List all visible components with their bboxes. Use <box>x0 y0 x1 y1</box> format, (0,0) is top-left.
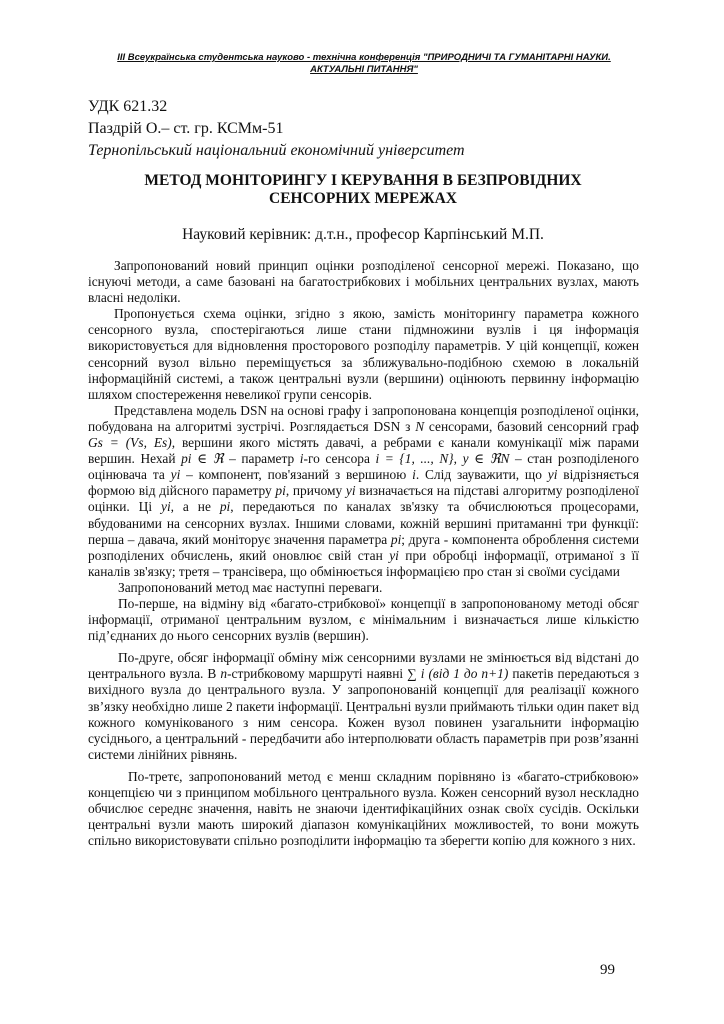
paragraph-7: По-третє, запропонований метод є менш складним порівняно із «багато-стрибковою» концепцією чи з принципом мобільного центрального вузла. Кожен сенсорний вузол нескладно обчислює середнє значення, навіть не знаючи ідентифікаційних ознак своїх сусідів. Оскільки центральні вузли мають широкий діапазон комунікаційних можливостей, то вони можуть спільно використовувати спільно розподілити інформацію та зберегти копію для кожного з них. <box>88 768 639 849</box>
formula-sum: ∑ i (від 1 до n+1) <box>407 666 509 682</box>
paper-title-line-2: СЕНСОРНИХ МЕРЕЖАХ <box>269 190 457 207</box>
paragraph-5: По-перше, на відміну від «багато-стрибкової» концепції в запропонованому методі обсяг інформації, отриманої центральним вузлом, є мінімальним і визначається лише кількістю під’єднаних до нього сенсорних вузлів (вершин). <box>88 595 639 644</box>
affiliation: Тернопільський національний економічний університет <box>88 142 465 159</box>
conference-header-line-2: АКТУАЛЬНІ ПИТАННЯ" <box>310 64 418 75</box>
paragraph-1: Запропонований новий принцип оцінки розподіленої сенсорної мережі. Показано, що існуючі методи, а саме базовані на багатострибкових і мобільних центральних вузлах, мають власні недоліки. <box>88 258 639 306</box>
paper-body <box>88 258 639 849</box>
article-meta <box>88 96 465 162</box>
paragraph-4: Запропонований метод має наступні переваги. <box>118 579 383 595</box>
formula-y: y ∈ ℜN <box>462 451 510 467</box>
page-number: 99 <box>600 962 615 978</box>
formula-graph: Gs = (Vs, Es) <box>88 435 172 451</box>
conference-header <box>80 52 648 76</box>
formula-iset: i = {1, ..., N} <box>375 451 454 467</box>
udc-code: УДК 621.32 <box>88 98 168 115</box>
conference-header-line-1: ІІІ Всеукраїнська студентська науково - технічна конференція "ПРИРОДНИЧІ ТА ГУМАНІТАРНІ НАУКИ. <box>117 52 611 63</box>
formula-pi: pi ∈ ℜ <box>181 451 224 467</box>
author-line: Паздрій О.– ст. гр. КСМм-51 <box>88 120 284 137</box>
formula-n: N <box>415 418 425 434</box>
formula-n-hop: n <box>220 666 228 682</box>
paragraph-2: Пропонується схема оцінки, згідно з якою, замість моніторингу параметра кожного сенсорного вузла, спостерігаються лише стани підмножини вузлів і ця інформація використовується для відновлення просторового розподілу параметрів. У цій концепції, кожен сенсорний вузол вільно переміщується за зближувально-подібною схемою в локальній інформаційній системі, а також центральні вузли (вершини) оцінюють первинну інформацію шляхом спостереження невеликої групи сенсорів. <box>88 306 639 402</box>
paper-title <box>88 172 638 208</box>
paragraph-6: По-друге, обсяг інформації обміну між сенсорними вузлами не змінюється від відстані до центрального вузла. В n-стрибковому маршруті наявні ∑ i (від 1 до n+1) пакетів передаються з вихідного вузла до центрального вузла. У запропонованій концепції для реалізації кожного зв’язку необхідно лише 2 пакети інформації. Центральні вузли приймають тільки один пакет від кожного комунікованого з ним сенсора. Кожен вузол повинен узагальнити інформацію сусіднього, а центральний - передбачити або інтерполювати область параметрів при розв’язанні системи лінійних рівнянь. <box>88 650 639 762</box>
paragraph-3: Представлена модель DSN на основі графу і запропонована концепція розподіленої оцінки, побудована на алгоритмі зустрічі. Розглядається DSN з N сенсорами, базовий сенсорний граф Gs = (Vs, Es), вершини якого містять давачі, а ребрами є канали комунікації між парами вершин. Нехай pi ∈ ℜ – параметр i-го сенсора i = {1, ..., N}, y ∈ ℜN – стан розподіленого оцінювача та yi – компонент, пов'язаний з вершиною i. Слід зауважити, що yi відрізняється формою від дійсного параметру pi, причому yi визначається на підставі алгоритму розподіленої оцінки. Ці yi, а не pi, передаються по каналах зв'язку та обчислюються процесорами, вбудованими на сенсорних вузлах. Іншими словами, кожній вершині притаманні три функції: перша – давача, який моніторує значення параметра pi; друга - компонента оброблення системи розподілених обчислень, який оновлює свій стан yi при обробці інформації, отриманої з її каналів зв'язку; третя – трансівера, що обмінюється інформацією про стан зі своїми сусідами <box>88 402 639 579</box>
supervisor-line: Науковий керівник: д.т.н., професор Карпінський М.П. <box>182 226 544 243</box>
paper-title-line-1: МЕТОД МОНІТОРИНГУ І КЕРУВАННЯ В БЕЗПРОВІДНИХ <box>144 172 582 189</box>
